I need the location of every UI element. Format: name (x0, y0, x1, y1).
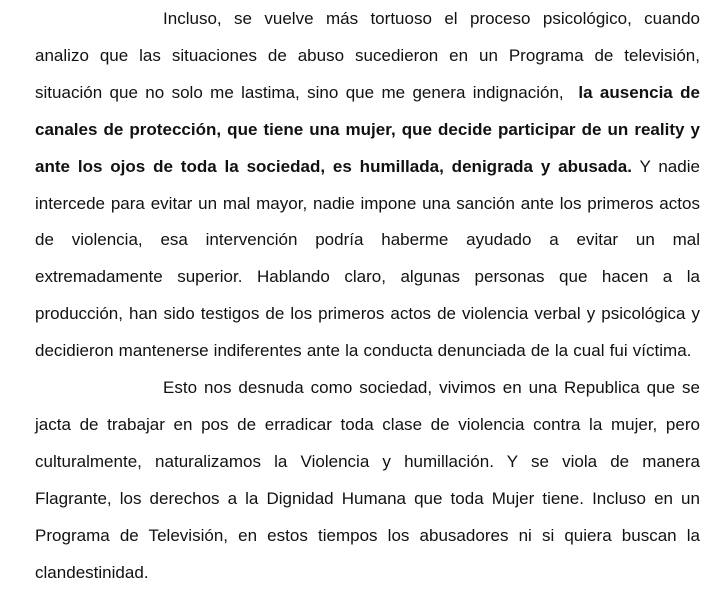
paragraph-1-bold-text: la ausencia de canales de protección, que tiene una mujer, que decide participar de un reality y ante los ojos de toda la sociedad, es humillada, denigrada y abusada. (35, 82, 700, 176)
paragraph-1 (35, 1, 700, 370)
paragraph-2 (35, 370, 700, 591)
paragraph-2-text: Esto nos desnuda como sociedad, vivimos en una Republica que se jacta de trabajar en pos de erradicar toda clase de violencia contra la mujer, pero culturalmente, naturalizamos la Violencia y humillación. Y se viola de manera Flagrante, los derechos a la Dignidad Humana que toda Mujer tiene. Incluso en un Programa de Televisión, en estos tiempos los abusadores ni si quiera buscan la clandestinidad. (35, 378, 700, 582)
paragraph-1-text-part-2: Y nadie intercede para evitar un mal mayor, nadie impone una sanción ante los primeros actos de violencia, esa intervención podría haberme ayudado a evitar un mal extremadamente superior. Hablando claro, algunas personas que hacen a la producción, han sido testigos de los primeros actos de violencia verbal y psicológica y decidieron mantenerse indiferentes ante la conducta denunciada de la cual fui víctima. (35, 156, 700, 361)
paragraph-1-text-part-1: Incluso, se vuelve más tortuoso el proceso psicológico, cuando analizo que las situaciones de abuso sucedieron en un Programa de televisión, situación que no solo me lastima, sino que me genera indignación, (35, 9, 700, 102)
